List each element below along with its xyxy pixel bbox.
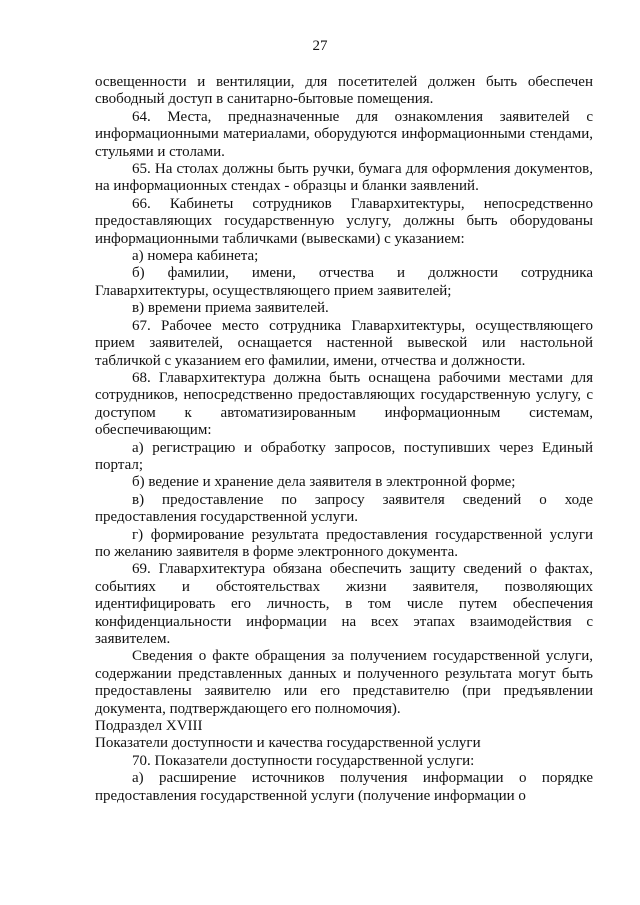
paragraph: а) регистрацию и обработку запросов, поступивших через Единый портал; [95, 439, 593, 473]
paragraph: в) предоставление по запросу заявителя сведений о ходе предоставления государственной услуги. [95, 491, 593, 526]
subsection-name: Показатели доступности и качества государственной услуги [95, 735, 481, 752]
paragraph: б) фамилии, имени, отчества и должности сотрудника Главархитектуры, осуществляющего прием заявителей; [95, 265, 593, 299]
paragraph: 67. Рабочее место сотрудника Главархитектуры, осуществляющего прием заявителей, оснащается настенной вывеской или настольной табличкой с указанием его фамилии, имени, отчества и должности. [95, 317, 593, 369]
paragraph: освещенности и вентиляции, для посетителей должен быть обеспечен свободный доступ в санитарно-бытовые помещения. [95, 74, 593, 108]
paragraph: а) номера кабинета; [132, 248, 259, 265]
document-body [95, 74, 593, 805]
paragraph: 66. Кабинеты сотрудников Главархитектуры, непосредственно предоставляющих государственную услугу, должны быть оборудованы информационными табличками (вывесками) с указанием: [95, 195, 593, 247]
paragraph: в) времени приема заявителей. [132, 300, 329, 317]
paragraph: 69. Главархитектура обязана обеспечить защиту сведений о фактах, событиях и обстоятельствах жизни заявителя, позволяющих идентифицировать его личность, в том числе путем обеспечения конфиденциальности информации на всех этапах взаимодействия с заявителем. [95, 561, 593, 647]
paragraph-list [95, 74, 593, 718]
paragraph: 68. Главархитектура должна быть оснащена рабочими местами для сотрудников, непосредственно предоставляющих государственную услугу, с доступом к автоматизированным информационным системам, обеспечивающим: [95, 369, 593, 439]
paragraph: г) формирование результата предоставления государственной услуги по желанию заявителя в форме электронного документа. [95, 526, 593, 560]
paragraph: а) расширение источников получения информации о порядке предоставления государственной услуги (получение информации о [95, 770, 593, 804]
paragraph: 65. На столах должны быть ручки, бумага для оформления документов, на информационных стендах - образцы и бланки заявлений. [95, 161, 593, 195]
paragraph: 70. Показатели доступности государственной услуги: [132, 752, 475, 769]
paragraph: 64. Места, предназначенные для ознакомления заявителей с информационными материалами, оборудуются информационными стендами, стульями и столами. [95, 108, 593, 160]
page-number: 27 [312, 38, 328, 54]
paragraph-list-after [95, 753, 593, 805]
subsection-title: Подраздел XVIII [95, 718, 203, 735]
paragraph: Сведения о факте обращения за получением государственной услуги, содержании представленных данных и полученного результата могут быть предоставлены заявителю или его представителю (при предъявлении документа, подтверждающего его полномочия). [95, 648, 593, 717]
paragraph: б) ведение и хранение дела заявителя в электронной форме; [132, 474, 516, 491]
